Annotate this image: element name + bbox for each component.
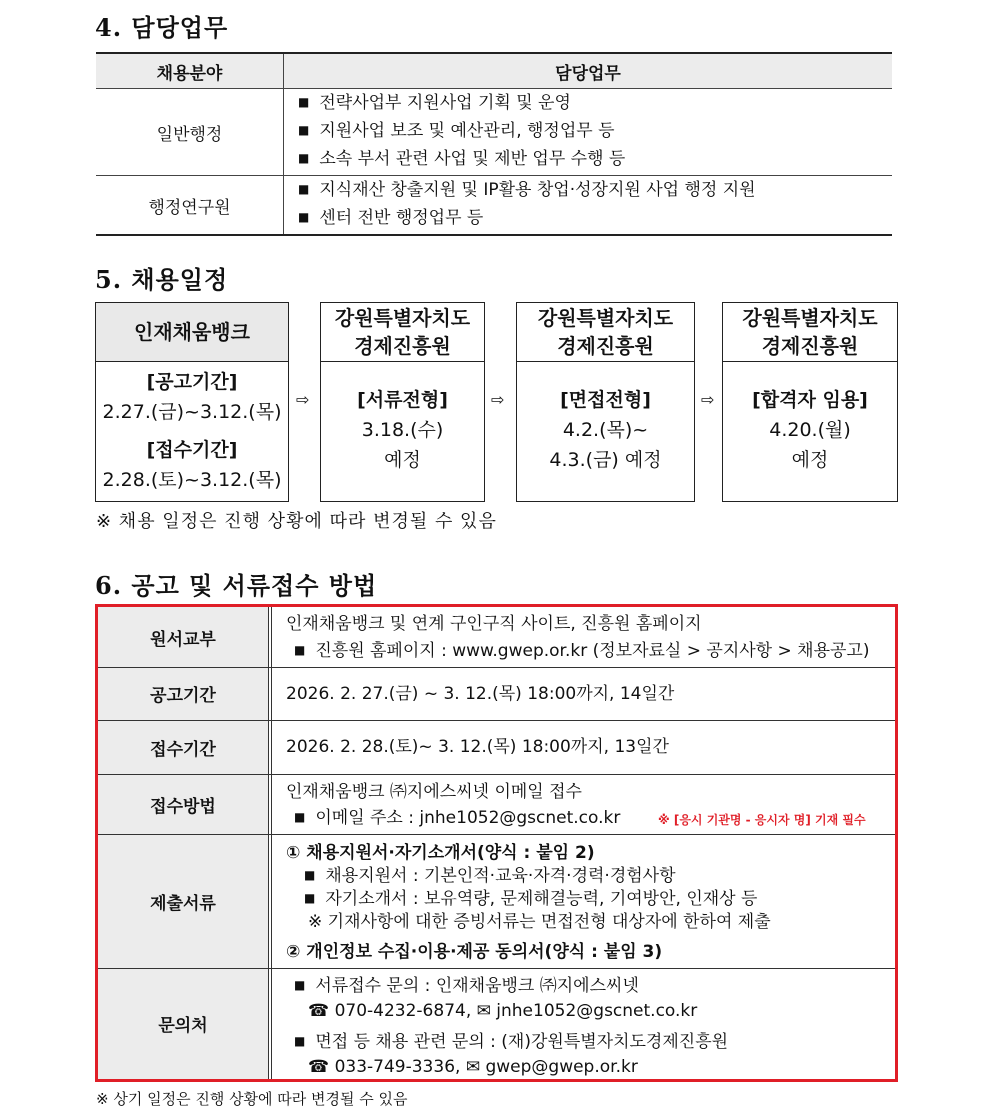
duty-item: ■ 센터 전반 행정업무 등	[298, 205, 891, 233]
documents-item1: ① 채용지원서·자기소개서(양식 : 붙임 2)	[286, 843, 595, 863]
box-line: 예정	[384, 449, 421, 471]
duty-item: ■ 소속 부서 관련 사업 및 제반 업무 수행 등	[298, 146, 891, 174]
duty-item: ■ 전략사업부 지원사업 기획 및 운영	[298, 90, 891, 118]
box-line: 2.28.(토)~3.12.(목)	[102, 469, 282, 491]
duty-item: ■ 지식재산 창출지원 및 IP활용 창업·성장지원 사업 행정 지원	[298, 177, 891, 205]
label-contact: 문의처	[158, 1016, 208, 1036]
box-head: 경제진흥원	[354, 334, 451, 358]
arrow-icon: ⇨	[296, 390, 310, 409]
schedule-box-appointment	[722, 302, 898, 502]
arrow-icon: ⇨	[701, 390, 715, 409]
duty-table	[96, 52, 892, 236]
table-row	[96, 176, 892, 236]
section5-title: 5. 채용일정	[95, 265, 229, 294]
header-field: 채용분야	[96, 53, 284, 89]
method-line1: 인재채움뱅크 ㈜지에스씨넷 이메일 접수	[286, 782, 582, 802]
method-line2: ■ 이메일 주소 : jnhe1052@gscnet.co.kr	[294, 805, 620, 832]
documents-sub3: ※ 기재사항에 대한 증빙서류는 면접전형 대상자에 한하여 제출	[308, 912, 771, 932]
section6-title: 6. 공고 및 서류접수 방법	[95, 571, 378, 600]
method-note: ※ [응시 기관명 - 응시자 명] 기재 필수	[658, 813, 866, 827]
box-line: [합격자 임용]	[752, 389, 868, 411]
box-line: 4.20.(월)	[769, 419, 851, 441]
box-line: [면접전형]	[560, 389, 651, 411]
box-head: 강원특별자치도	[334, 306, 471, 330]
box-head: 인재채움뱅크	[96, 303, 288, 362]
box-head: 경제진흥원	[557, 334, 654, 358]
box-line: 2.27.(금)~3.12.(목)	[102, 401, 282, 423]
box-line: [접수기간]	[146, 439, 238, 461]
box-head: 강원특별자치도	[537, 306, 674, 330]
header-duty: 담당업무	[284, 53, 893, 89]
field-general-admin: 일반행정	[96, 89, 284, 176]
arrow-icon: ⇨	[491, 390, 505, 409]
contact-docs: ■ 서류접수 문의 : 인재채움뱅크 ㈜지에스씨넷	[294, 973, 639, 1000]
label-application: 원서교부	[150, 629, 216, 650]
box-line: 4.3.(금) 예정	[549, 449, 662, 471]
schedule-box-documents	[320, 302, 485, 502]
label-documents: 제출서류	[150, 893, 216, 914]
label-notice-period: 공고기간	[150, 686, 216, 706]
application-line2: ■ 진흥원 홈페이지 : www.gwep.or.kr (정보자료실 > 공지사항 > 채용공고)	[294, 638, 869, 665]
application-line1: 인재채움뱅크 및 연계 구인구직 사이트, 진흥원 홈페이지	[286, 614, 702, 634]
contact-docs-tel: ☎ 070-4232-6874, ✉ jnhe1052@gscnet.co.kr	[308, 1001, 698, 1021]
footnote: ※ 상기 일정은 진행 상황에 따라 변경될 수 있음	[96, 1090, 408, 1108]
label-receipt-method: 접수방법	[150, 796, 216, 817]
box-head: 경제진흥원	[761, 334, 859, 358]
documents-item2: ② 개인정보 수집·이용·제공 동의서(양식 : 붙임 3)	[286, 942, 663, 962]
schedule-box-interview	[516, 302, 695, 502]
box-line: 예정	[791, 449, 829, 471]
documents-sub2: ■ 자기소개서 : 보유역량, 문제해결능력, 기여방안, 인재상 등	[304, 886, 757, 913]
box-line: [공고기간]	[146, 371, 238, 393]
schedule-note: ※ 채용 일정은 진행 상황에 따라 변경될 수 있음	[96, 511, 497, 532]
contact-recruit: ■ 면접 등 채용 관련 문의 : (재)강원특별자치도경제진흥원	[294, 1029, 728, 1056]
duty-item: ■ 지원사업 보조 및 예산관리, 행정업무 등	[298, 118, 891, 146]
label-receipt-period: 접수기간	[150, 739, 216, 760]
application-table	[95, 604, 898, 1082]
contact-recruit-tel: ☎ 033-749-3336, ✉ gwep@gwep.or.kr	[308, 1057, 638, 1077]
box-line: 4.2.(목)~	[562, 419, 649, 441]
receipt-period-text: 2026. 2. 28.(토)~ 3. 12.(목) 18:00까지, 13일간	[286, 737, 669, 757]
documents-sub1: ■ 채용지원서 : 기본인적·교육·자격·경력·경험사항	[304, 863, 676, 890]
table-row	[96, 89, 892, 176]
section4-title: 4. 담당업무	[95, 13, 229, 42]
schedule-box-bank	[95, 302, 289, 502]
field-admin-researcher: 행정연구원	[96, 176, 284, 236]
duty-table-header	[96, 53, 892, 89]
box-line: 3.18.(수)	[361, 419, 444, 441]
box-line: [서류전형]	[357, 389, 448, 411]
notice-period-text: 2026. 2. 27.(금) ~ 3. 12.(목) 18:00까지, 14일간	[286, 684, 675, 704]
box-head: 강원특별자치도	[742, 306, 878, 330]
